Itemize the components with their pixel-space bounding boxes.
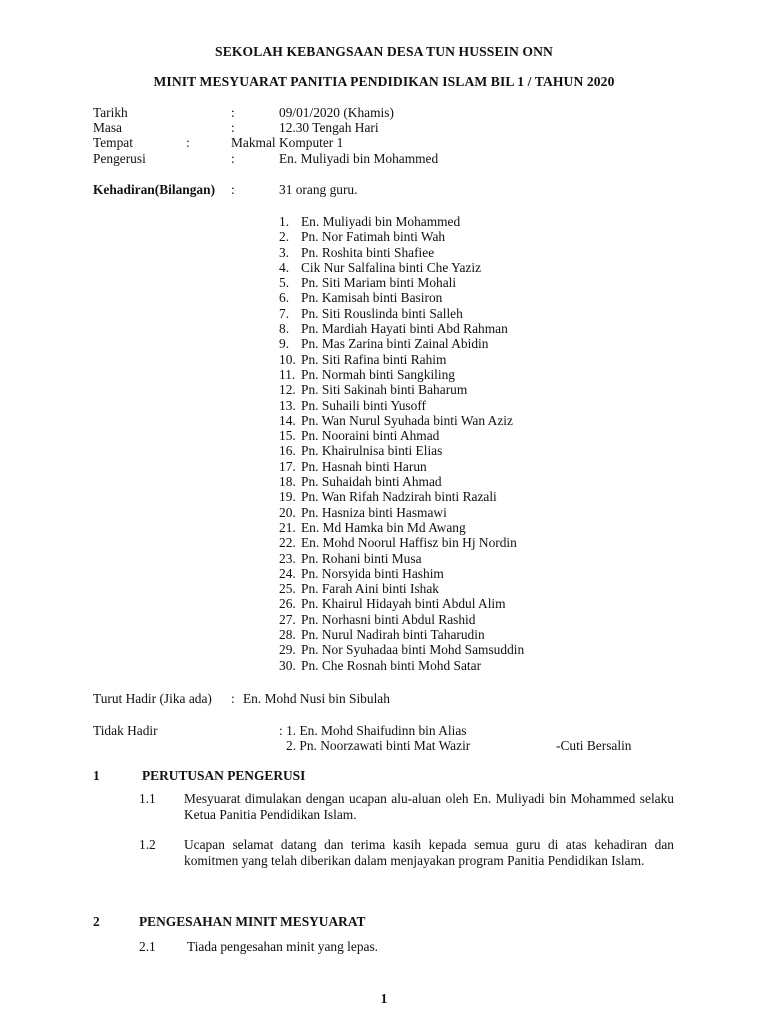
- attendee-item: [279, 581, 524, 596]
- attendee-number: 8.: [279, 321, 290, 337]
- attendee-name: Pn. Rohani binti Musa: [301, 550, 422, 566]
- attendee-number: 26.: [279, 596, 296, 612]
- attendee-number: 30.: [279, 657, 296, 673]
- attendee-name: Pn. Hasniza binti Hasmawi: [301, 504, 447, 520]
- attendee-name: Pn. Nooraini binti Ahmad: [301, 428, 440, 444]
- attendee-item: [279, 489, 524, 504]
- pengerusi-label: Pengerusi: [93, 151, 146, 166]
- section-1-number: 1: [93, 768, 100, 783]
- attendee-item: [279, 352, 524, 367]
- attendee-number: 29.: [279, 642, 296, 658]
- attendee-item: [279, 260, 524, 275]
- tidak-hadir-line-2: 2. Pn. Noorzawati binti Mat Wazir: [286, 738, 471, 753]
- attendee-number: 2.: [279, 229, 290, 245]
- attendee-number: 6.: [279, 290, 290, 306]
- attendee-name: Pn. Norhasni binti Abdul Rashid: [301, 611, 476, 627]
- item-2-1-text: Tiada pengesahan minit yang lepas.: [187, 939, 379, 954]
- attendee-item: [279, 367, 524, 382]
- item-1-2-number: 1.2: [139, 837, 156, 852]
- attendee-item: [279, 336, 524, 351]
- attendee-name: Pn. Kamisah binti Basiron: [301, 290, 443, 306]
- attendee-number: 1.: [279, 214, 290, 229]
- attendee-number: 20.: [279, 504, 296, 520]
- attendee-name: Pn. Siti Rouslinda binti Salleh: [301, 305, 463, 321]
- attendee-name: Pn. Siti Mariam binti Mohali: [301, 275, 457, 291]
- kehadiran-value: 31 orang guru.: [279, 182, 358, 197]
- attendee-name: Pn. Khairulnisa binti Elias: [301, 443, 443, 459]
- attendee-name: En. Md Hamka bin Md Awang: [301, 519, 466, 535]
- kehadiran-colon: :: [231, 182, 235, 197]
- pengerusi-value: En. Muliyadi bin Mohammed: [279, 151, 439, 166]
- tempat-label: Tempat: [93, 135, 133, 150]
- attendee-item: [279, 505, 524, 520]
- attendee-number: 10.: [279, 351, 296, 367]
- tempat-colon: :: [186, 135, 190, 150]
- attendee-item: [279, 551, 524, 566]
- attendee-item: [279, 566, 524, 581]
- attendee-item: [279, 245, 524, 260]
- attendee-item: [279, 382, 524, 397]
- attendee-name: Pn. Mas Zarina binti Zainal Abidin: [301, 336, 489, 352]
- attendee-name: Pn. Nurul Nadirah binti Taharudin: [301, 627, 485, 643]
- attendee-name: Pn. Siti Rafina binti Rahim: [301, 351, 447, 367]
- item-1-2-text: Ucapan selamat datang dan terima kasih kepada semua guru di atas kehadiran dan komitmen yang telah diberikan dalam menjayakan program Panitia Pendidikan Islam.: [184, 837, 674, 868]
- masa-label: Masa: [93, 120, 123, 135]
- attendee-number: 12.: [279, 382, 296, 398]
- attendee-name: Pn. Wan Rifah Nadzirah binti Razali: [301, 489, 497, 505]
- attendee-name: Cik Nur Salfalina binti Che Yaziz: [301, 259, 482, 275]
- turut-hadir-colon: :: [231, 691, 235, 706]
- attendee-name: Pn. Suhaidah binti Ahmad: [301, 474, 442, 490]
- kehadiran-label: Kehadiran(Bilangan): [93, 182, 216, 197]
- turut-hadir-label: Turut Hadir (Jika ada): [93, 691, 212, 706]
- attendee-number: 14.: [279, 412, 296, 428]
- attendee-item: [279, 535, 524, 550]
- document-title: MINIT MESYUARAT PANITIA PENDIDIKAN ISLAM BIL 1 / TAHUN 2020: [153, 74, 615, 89]
- attendee-name: Pn. Hasnah binti Harun: [301, 458, 427, 474]
- masa-colon: :: [231, 120, 235, 135]
- attendee-name: Pn. Suhaili binti Yusoff: [301, 397, 426, 413]
- attendee-number: 4.: [279, 259, 290, 275]
- tarikh-colon: :: [231, 105, 235, 120]
- section-2-number: 2: [93, 914, 100, 929]
- attendee-name: Pn. Norsyida binti Hashim: [301, 565, 444, 581]
- attendee-item: [279, 596, 524, 611]
- item-2-1-number: 2.1: [139, 939, 156, 954]
- attendee-number: 27.: [279, 611, 296, 627]
- attendee-item: [279, 474, 524, 489]
- attendee-item: [279, 290, 524, 305]
- section-2-heading: PENGESAHAN MINIT MESYUARAT: [139, 914, 366, 929]
- tidak-hadir-line-1: : 1. En. Mohd Shaifudinn bin Alias: [279, 723, 467, 738]
- attendee-name: Pn. Khairul Hidayah binti Abdul Alim: [301, 596, 506, 612]
- attendee-name: Pn. Farah Aini binti Ishak: [301, 581, 439, 597]
- section-1-heading: PERUTUSAN PENGERUSI: [142, 768, 306, 783]
- attendee-number: 16.: [279, 443, 296, 459]
- attendee-number: 7.: [279, 305, 290, 321]
- attendee-item: [279, 214, 524, 229]
- attendee-item: [279, 306, 524, 321]
- item-1-1-number: 1.1: [139, 791, 156, 806]
- attendee-number: 3.: [279, 244, 290, 260]
- attendee-item: [279, 229, 524, 244]
- attendee-number: 19.: [279, 489, 296, 505]
- page-number: 1: [380, 991, 388, 1006]
- attendee-name: En. Mohd Noorul Haffisz bin Hj Nordin: [301, 535, 517, 551]
- attendee-number: 18.: [279, 474, 296, 490]
- attendee-number: 25.: [279, 581, 296, 597]
- attendee-name: Pn. Roshita binti Shafiee: [301, 244, 435, 260]
- attendee-name: Pn. Normah binti Sangkiling: [301, 366, 455, 382]
- attendee-number: 13.: [279, 397, 296, 413]
- attendee-item: [279, 612, 524, 627]
- masa-value: 12.30 Tengah Hari: [279, 120, 379, 135]
- attendee-number: 11.: [279, 366, 296, 382]
- turut-hadir-value: En. Mohd Nusi bin Sibulah: [243, 691, 390, 706]
- attendee-name: Pn. Che Rosnah binti Mohd Satar: [301, 657, 482, 673]
- school-name: SEKOLAH KEBANGSAAN DESA TUN HUSSEIN ONN: [215, 44, 553, 59]
- attendee-name: Pn. Mardiah Hayati binti Abd Rahman: [301, 321, 508, 337]
- attendee-number: 22.: [279, 535, 296, 551]
- attendee-name: Pn. Nor Fatimah binti Wah: [301, 229, 446, 245]
- tidak-hadir-label: Tidak Hadir: [93, 723, 158, 738]
- attendee-name: Pn. Siti Sakinah binti Baharum: [301, 382, 468, 398]
- attendee-number: 17.: [279, 458, 296, 474]
- attendee-item: [279, 627, 524, 642]
- attendee-name: En. Muliyadi bin Mohammed: [301, 214, 461, 229]
- attendee-name: Pn. Wan Nurul Syuhada binti Wan Aziz: [301, 412, 513, 428]
- attendee-number: 15.: [279, 428, 296, 444]
- attendee-item: [279, 658, 524, 673]
- tarikh-label: Tarikh: [93, 105, 128, 120]
- attendee-item: [279, 642, 524, 657]
- attendee-number: 9.: [279, 336, 290, 352]
- attendee-number: 28.: [279, 627, 296, 643]
- attendee-number: 23.: [279, 550, 296, 566]
- attendee-item: [279, 275, 524, 290]
- attendee-item: [279, 520, 524, 535]
- attendee-number: 5.: [279, 275, 290, 291]
- attendee-list: [279, 214, 524, 673]
- tidak-hadir-note: -Cuti Bersalin: [556, 738, 632, 753]
- attendee-number: 21.: [279, 519, 296, 535]
- attendee-item: [279, 398, 524, 413]
- attendee-name: Pn. Nor Syuhadaa binti Mohd Samsuddin: [301, 642, 525, 658]
- attendee-item: [279, 321, 524, 336]
- attendee-item: [279, 413, 524, 428]
- attendee-item: [279, 428, 524, 443]
- attendee-number: 24.: [279, 565, 296, 581]
- tempat-value: Makmal Komputer 1: [231, 135, 344, 150]
- item-1-1-text: Mesyuarat dimulakan dengan ucapan alu-aluan oleh En. Muliyadi bin Mohammed selaku Ketua Panitia Pendidikan Islam.: [184, 791, 674, 822]
- attendee-item: [279, 459, 524, 474]
- pengerusi-colon: :: [231, 151, 235, 166]
- tarikh-value: 09/01/2020 (Khamis): [279, 105, 394, 120]
- attendee-item: [279, 443, 524, 458]
